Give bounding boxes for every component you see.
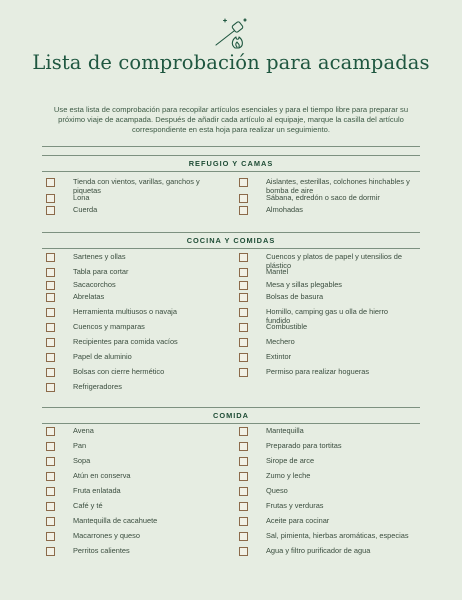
checklist-item-label: Papel de aluminio bbox=[73, 352, 132, 361]
checkbox[interactable] bbox=[46, 308, 55, 317]
section-heading: COCINA Y COMIDAS bbox=[42, 232, 420, 249]
checklist-item-label: Recipientes para comida vacíos bbox=[73, 337, 178, 346]
checklist-item-label: Sopa bbox=[73, 456, 91, 465]
page-title: Lista de comprobación para acampadas bbox=[32, 51, 430, 74]
checklist-item-label: Sirope de arce bbox=[266, 456, 315, 465]
checklist-item-label: Bolsas de basura bbox=[266, 292, 324, 301]
checklist-item-label: Mantequilla bbox=[266, 426, 304, 435]
checklist-item-label: Mechero bbox=[266, 337, 295, 346]
checklist-item-label: Tienda con vientos, varillas, ganchos y piquetas bbox=[73, 177, 200, 195]
checkbox[interactable] bbox=[46, 532, 55, 541]
checkbox[interactable] bbox=[239, 253, 248, 262]
checklist-item-label: Mantel bbox=[266, 267, 289, 276]
checklist-item-label: Sal, pimienta, hierbas aromáticas, especias bbox=[266, 531, 409, 540]
checkbox[interactable] bbox=[239, 457, 248, 466]
checklist-item-label: Macarrones y queso bbox=[73, 531, 140, 540]
checklist-item-label: Bolsas con cierre hermético bbox=[73, 367, 165, 376]
checkbox[interactable] bbox=[239, 517, 248, 526]
checklist-item-label: Avena bbox=[73, 426, 94, 435]
checklist-item-label: Mantequilla de cacahuete bbox=[73, 516, 158, 525]
checkbox[interactable] bbox=[239, 323, 248, 332]
checklist-item-label: Aceite para cocinar bbox=[266, 516, 330, 525]
checkbox[interactable] bbox=[239, 472, 248, 481]
checklist-item-label: Mesa y sillas plegables bbox=[266, 280, 342, 289]
intro-text: Use esta lista de comprobación para recopilar artículos esenciales y para el tiempo libre para preparar su próximo viaje de acampada. Después de añadir cada artículo al equipaje, marque la casilla del artículo correspondiente en esta hoja para realizar un seguimiento. bbox=[53, 105, 409, 134]
checkbox[interactable] bbox=[46, 253, 55, 262]
checkbox[interactable] bbox=[46, 338, 55, 347]
checkbox[interactable] bbox=[46, 323, 55, 332]
checkbox[interactable] bbox=[46, 383, 55, 392]
checkbox[interactable] bbox=[46, 547, 55, 556]
checklist-item-label: Atún en conserva bbox=[73, 471, 131, 480]
checklist-item-label: Sacacorchos bbox=[73, 280, 116, 289]
checklist-item-label: Permiso para realizar hogueras bbox=[266, 367, 370, 376]
checklist-item-label: Queso bbox=[266, 486, 288, 495]
section-heading: COMIDA bbox=[42, 407, 420, 424]
checkbox[interactable] bbox=[46, 368, 55, 377]
checkbox[interactable] bbox=[239, 206, 248, 215]
checkbox[interactable] bbox=[239, 487, 248, 496]
checkbox[interactable] bbox=[239, 178, 248, 187]
checkbox[interactable] bbox=[46, 293, 55, 302]
checkbox[interactable] bbox=[239, 308, 248, 317]
checkbox[interactable] bbox=[46, 487, 55, 496]
checkbox[interactable] bbox=[239, 442, 248, 451]
checklist-item-label: Abrelatas bbox=[73, 292, 105, 301]
checkbox[interactable] bbox=[46, 353, 55, 362]
checkbox[interactable] bbox=[46, 427, 55, 436]
checklist-item-label: Perritos calientes bbox=[73, 546, 130, 555]
checklist-item-label: Zumo y leche bbox=[266, 471, 311, 480]
checkbox[interactable] bbox=[239, 338, 248, 347]
checkbox[interactable] bbox=[239, 353, 248, 362]
divider bbox=[42, 146, 420, 147]
checkbox[interactable] bbox=[46, 502, 55, 511]
checklist-item-label: Agua y filtro purificador de agua bbox=[266, 546, 371, 555]
checkbox[interactable] bbox=[46, 268, 55, 277]
checklist-item-label: Combustible bbox=[266, 322, 308, 331]
checklist-item-label: Hornillo, camping gas u olla de hierro fundido bbox=[266, 307, 389, 325]
checkbox[interactable] bbox=[239, 532, 248, 541]
checklist-item-label: Cuencos y mamparas bbox=[73, 322, 145, 331]
checklist-item-label: Café y té bbox=[73, 501, 103, 510]
checkbox[interactable] bbox=[239, 502, 248, 511]
checkbox[interactable] bbox=[46, 517, 55, 526]
checklist-item-label: Cuencos y platos de papel y utensilios de plástico bbox=[266, 252, 402, 270]
checkbox[interactable] bbox=[239, 427, 248, 436]
checklist-item-label: Herramienta multiusos o navaja bbox=[73, 307, 177, 316]
checklist-item-label: Aislantes, esterillas, colchones hinchables y bomba de aire bbox=[266, 177, 410, 195]
checklist-item-label: Sartenes y ollas bbox=[73, 252, 126, 261]
checkbox[interactable] bbox=[46, 457, 55, 466]
checkbox[interactable] bbox=[239, 194, 248, 203]
checklist-item-label: Pan bbox=[73, 441, 87, 450]
checklist-item-label: Cuerda bbox=[73, 205, 98, 214]
checklist-item-label: Extintor bbox=[266, 352, 292, 361]
checklist-item-label: Tabla para cortar bbox=[73, 267, 129, 276]
checkbox[interactable] bbox=[46, 178, 55, 187]
checklist-item-label: Sábana, edredón o saco de dormir bbox=[266, 193, 380, 202]
checklist-item-label: Preparado para tortitas bbox=[266, 441, 342, 450]
roasting-marshmallow-icon bbox=[214, 16, 250, 50]
section-heading: REFUGIO Y CAMAS bbox=[42, 155, 420, 172]
checkbox[interactable] bbox=[239, 268, 248, 277]
checkbox[interactable] bbox=[239, 293, 248, 302]
checkbox[interactable] bbox=[46, 206, 55, 215]
checklist-item-label: Refrigeradores bbox=[73, 382, 122, 391]
checklist-item-label: Almohadas bbox=[266, 205, 303, 214]
checkbox[interactable] bbox=[239, 281, 248, 290]
checkbox[interactable] bbox=[46, 472, 55, 481]
checkbox[interactable] bbox=[46, 194, 55, 203]
checkbox[interactable] bbox=[239, 547, 248, 556]
checklist-item-label: Lona bbox=[73, 193, 90, 202]
checkbox[interactable] bbox=[239, 368, 248, 377]
checklist-item-label: Fruta enlatada bbox=[73, 486, 121, 495]
checkbox[interactable] bbox=[46, 442, 55, 451]
checkbox[interactable] bbox=[46, 281, 55, 290]
checklist-item-label: Frutas y verduras bbox=[266, 501, 324, 510]
